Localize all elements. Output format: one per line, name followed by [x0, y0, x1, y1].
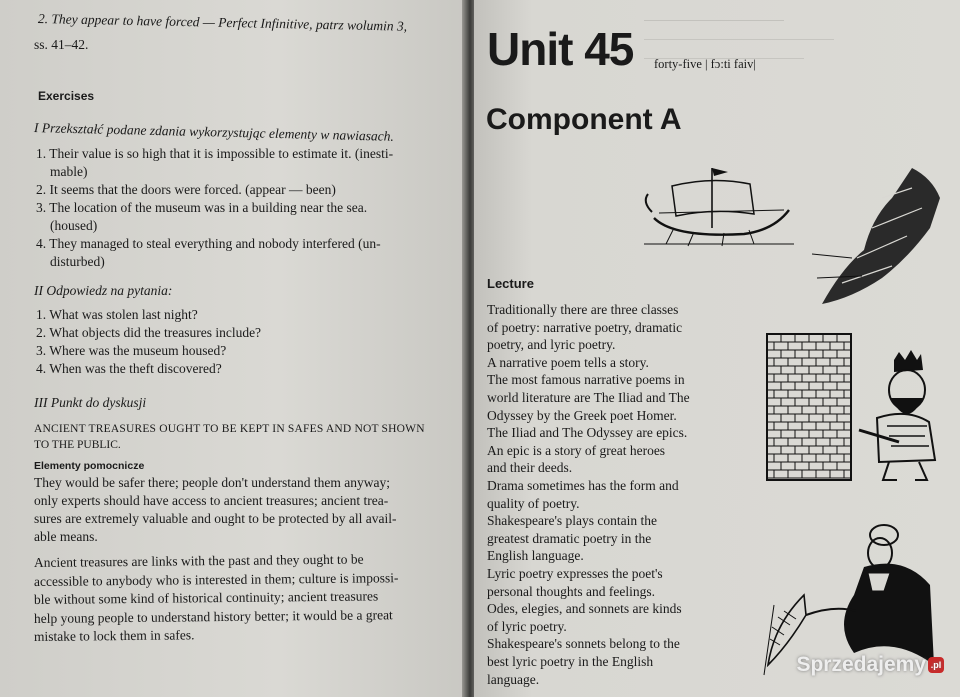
- brick: [774, 422, 788, 430]
- brick-wall: [767, 334, 851, 478]
- brick: [844, 390, 851, 398]
- brick: [767, 470, 774, 478]
- brick: [767, 430, 781, 438]
- brick: [802, 422, 816, 430]
- question-item: 4. When was the theft discovered?: [36, 361, 222, 376]
- brick: [767, 446, 781, 454]
- brick: [781, 382, 795, 390]
- paragraph-line: ble without some kind of historical continuity; ancient treasures: [33, 588, 379, 607]
- lecture-line: Odyssey by the Greek poet Homer.: [487, 407, 677, 423]
- brick: [802, 358, 816, 366]
- brick: [830, 422, 844, 430]
- elements-heading: Elementy pomocnicze: [34, 460, 145, 472]
- lecture-line: language.: [487, 671, 540, 687]
- brick: [781, 334, 795, 342]
- brick: [816, 358, 830, 366]
- paragraph-line: Ancient treasures are links with the past and they ought to be: [33, 551, 364, 570]
- topic-line-2: TO THE PUBLIC.: [34, 439, 121, 451]
- brick: [795, 366, 809, 374]
- brick: [837, 430, 851, 438]
- lecture-line: of lyric poetry.: [487, 618, 567, 634]
- brick: [816, 390, 830, 398]
- brick: [795, 414, 809, 422]
- brick: [781, 414, 795, 422]
- section3-title: III Punkt do dyskusji: [34, 395, 147, 410]
- brick: [795, 382, 809, 390]
- brick: [774, 390, 788, 398]
- lecture-line: world literature are The Iliad and The: [487, 390, 690, 405]
- lecture-line: and their deeds.: [487, 460, 573, 476]
- brick: [774, 374, 788, 382]
- brick: [837, 446, 851, 454]
- brick: [809, 446, 823, 454]
- unit-pronunciation: forty-five | fɔ:ti faiv|: [654, 57, 756, 71]
- question-item: 3. Where was the museum housed?: [36, 343, 227, 358]
- brick: [802, 342, 816, 350]
- brick: [837, 398, 851, 406]
- brick: [809, 430, 823, 438]
- brick: [774, 470, 788, 478]
- brick: [788, 406, 802, 414]
- exercise-item: 3. The location of the museum was in a building near the sea.: [36, 200, 368, 215]
- note-line-2: ss. 41–42.: [34, 37, 89, 52]
- brick: [837, 462, 851, 470]
- note-line-1: 2. They appear to have forced — Perfect Infinitive, patrz wolumin 3,: [37, 11, 408, 34]
- brick: [823, 462, 837, 470]
- brick: [767, 382, 781, 390]
- brick: [830, 358, 844, 366]
- lecture-line: The Iliad and The Odyssey are epics.: [487, 425, 688, 441]
- brick: [816, 454, 830, 462]
- exercise-item: disturbed): [50, 254, 105, 269]
- brick: [830, 454, 844, 462]
- brick: [802, 406, 816, 414]
- brick: [802, 470, 816, 478]
- brick: [781, 366, 795, 374]
- lecture-line: greatest dramatic poetry in the: [487, 530, 652, 546]
- brick: [837, 382, 851, 390]
- brick: [767, 374, 774, 382]
- brick: [837, 366, 851, 374]
- brick: [844, 374, 851, 382]
- brick: [767, 462, 781, 470]
- paragraph-line: mistake to lock them in safes.: [33, 627, 195, 644]
- brick: [767, 422, 774, 430]
- brick: [830, 342, 844, 350]
- brick: [816, 438, 830, 446]
- brick: [816, 342, 830, 350]
- lecture-line: Odes, elegies, and sonnets are kinds: [487, 601, 682, 617]
- brick: [830, 438, 844, 446]
- brick: [781, 446, 795, 454]
- lecture-line: Drama sometimes has the form and: [487, 478, 679, 493]
- brick: [802, 438, 816, 446]
- brick: [795, 398, 809, 406]
- brick: [788, 374, 802, 382]
- watermark-logo: .pl: [928, 657, 944, 673]
- brick: [774, 454, 788, 462]
- brick: [816, 406, 830, 414]
- brick: [809, 366, 823, 374]
- lecture-line: English language.: [487, 548, 584, 564]
- brick: [823, 366, 837, 374]
- brick: [788, 342, 802, 350]
- brick: [809, 350, 823, 358]
- paragraph-line: accessible to anybody who is interested in them; culture is impossi-: [33, 569, 399, 589]
- lecture-line: An epic is a story of great heroes: [487, 442, 666, 458]
- lecture-line: A narrative poem tells a story.: [487, 354, 649, 370]
- lecture-line: poetry, and lyric poetry.: [487, 337, 616, 353]
- lecture-line: quality of poetry.: [487, 495, 580, 511]
- unit-title: Unit 45: [487, 23, 634, 75]
- brick: [767, 366, 781, 374]
- lecture-line: personal thoughts and feelings.: [487, 583, 655, 599]
- brick: [781, 350, 795, 358]
- exercise-item: (housed): [50, 218, 98, 233]
- brick: [844, 470, 851, 478]
- paragraph-line: They would be safer there; people don't understand them anyway;: [34, 475, 390, 490]
- component-title: Component A: [486, 103, 682, 136]
- brick: [767, 350, 781, 358]
- brick: [795, 446, 809, 454]
- brick: [823, 430, 837, 438]
- ship-illustration: [634, 158, 804, 248]
- brick: [809, 398, 823, 406]
- lecture-line: of poetry: narrative poetry, dramatic: [487, 319, 683, 335]
- brick: [788, 390, 802, 398]
- paragraph-line: able means.: [34, 529, 98, 544]
- brick: [781, 462, 795, 470]
- lecture-line: The most famous narrative poems in: [487, 372, 685, 388]
- brick: [809, 414, 823, 422]
- exercise-item: 4. They managed to steal everything and nobody interfered (un-: [36, 236, 381, 251]
- brick: [767, 358, 774, 366]
- brick: [823, 350, 837, 358]
- section2-title: II Odpowiedz na pytania:: [34, 283, 173, 298]
- brick: [795, 462, 809, 470]
- brick: [795, 334, 809, 342]
- lecture-heading: Lecture: [487, 276, 534, 291]
- exercise-item: 2. It seems that the doors were forced. (appear — been): [36, 182, 336, 197]
- brick: [809, 382, 823, 390]
- brick: [781, 430, 795, 438]
- brick: [795, 430, 809, 438]
- brick: [830, 470, 844, 478]
- brick: [809, 462, 823, 470]
- wall-and-king-illustration: [759, 330, 959, 495]
- brick: [830, 390, 844, 398]
- brick: [837, 350, 851, 358]
- brick: [788, 470, 802, 478]
- brick: [816, 422, 830, 430]
- brick: [774, 438, 788, 446]
- brick: [767, 390, 774, 398]
- exercise-item: 1. Their value is so high that it is impossible to estimate it. (inesti-: [36, 146, 394, 161]
- brick: [788, 358, 802, 366]
- brick: [823, 414, 837, 422]
- brick: [844, 454, 851, 462]
- brick: [802, 454, 816, 462]
- lecture-line: Shakespeare's sonnets belong to the: [487, 636, 680, 652]
- lecture-line: Shakespeare's plays contain the: [487, 513, 658, 529]
- brick: [823, 334, 837, 342]
- exercises-heading: Exercises: [38, 89, 95, 103]
- question-item: 1. What was stolen last night?: [36, 307, 198, 322]
- lecture-line: best lyric poetry in the English: [487, 654, 654, 669]
- brick: [816, 374, 830, 382]
- lecture-line: Lyric poetry expresses the poet's: [487, 566, 663, 581]
- brick: [767, 334, 781, 342]
- watermark-badge: [796, 653, 944, 677]
- paragraph-line: only experts should have access to ancient treasures; ancient trea-: [34, 493, 389, 508]
- brick: [844, 358, 851, 366]
- question-item: 2. What objects did the treasures include?: [36, 325, 262, 340]
- brick: [837, 414, 851, 422]
- brick: [823, 446, 837, 454]
- brick: [767, 406, 774, 414]
- brick: [802, 374, 816, 382]
- brick: [802, 390, 816, 398]
- brick: [774, 342, 788, 350]
- cliffs-illustration: [812, 158, 952, 308]
- section1-title: I Przekształć podane zdania wykorzystując elementy w nawiasach.: [33, 120, 395, 144]
- brick: [837, 334, 851, 342]
- brick: [767, 414, 781, 422]
- paragraph-line: help young people to understand history better; it would be a great: [33, 606, 393, 626]
- right-page: [474, 0, 960, 697]
- brick: [823, 398, 837, 406]
- brick: [767, 454, 774, 462]
- watermark-text: Sprzedajemy: [796, 653, 926, 676]
- brick: [823, 382, 837, 390]
- brick: [774, 358, 788, 366]
- brick: [795, 350, 809, 358]
- brick: [809, 334, 823, 342]
- left-page: [0, 0, 466, 697]
- brick: [788, 454, 802, 462]
- brick: [844, 438, 851, 446]
- exercise-item: mable): [50, 164, 88, 179]
- paragraph-line: sures are extremely valuable and ought to be protected by all avail-: [34, 511, 397, 526]
- brick: [767, 398, 781, 406]
- brick: [830, 374, 844, 382]
- brick: [788, 422, 802, 430]
- brick: [830, 406, 844, 414]
- brick: [844, 422, 851, 430]
- brick: [788, 438, 802, 446]
- brick: [774, 406, 788, 414]
- brick: [767, 342, 774, 350]
- brick: [816, 470, 830, 478]
- brick: [781, 398, 795, 406]
- brick: [844, 342, 851, 350]
- topic-line-1: ANCIENT TREASURES OUGHT TO BE KEPT IN SAFES AND NOT SHOWN: [34, 423, 425, 435]
- brick: [844, 406, 851, 414]
- brick: [767, 438, 774, 446]
- lecture-line: Traditionally there are three classes: [487, 302, 679, 317]
